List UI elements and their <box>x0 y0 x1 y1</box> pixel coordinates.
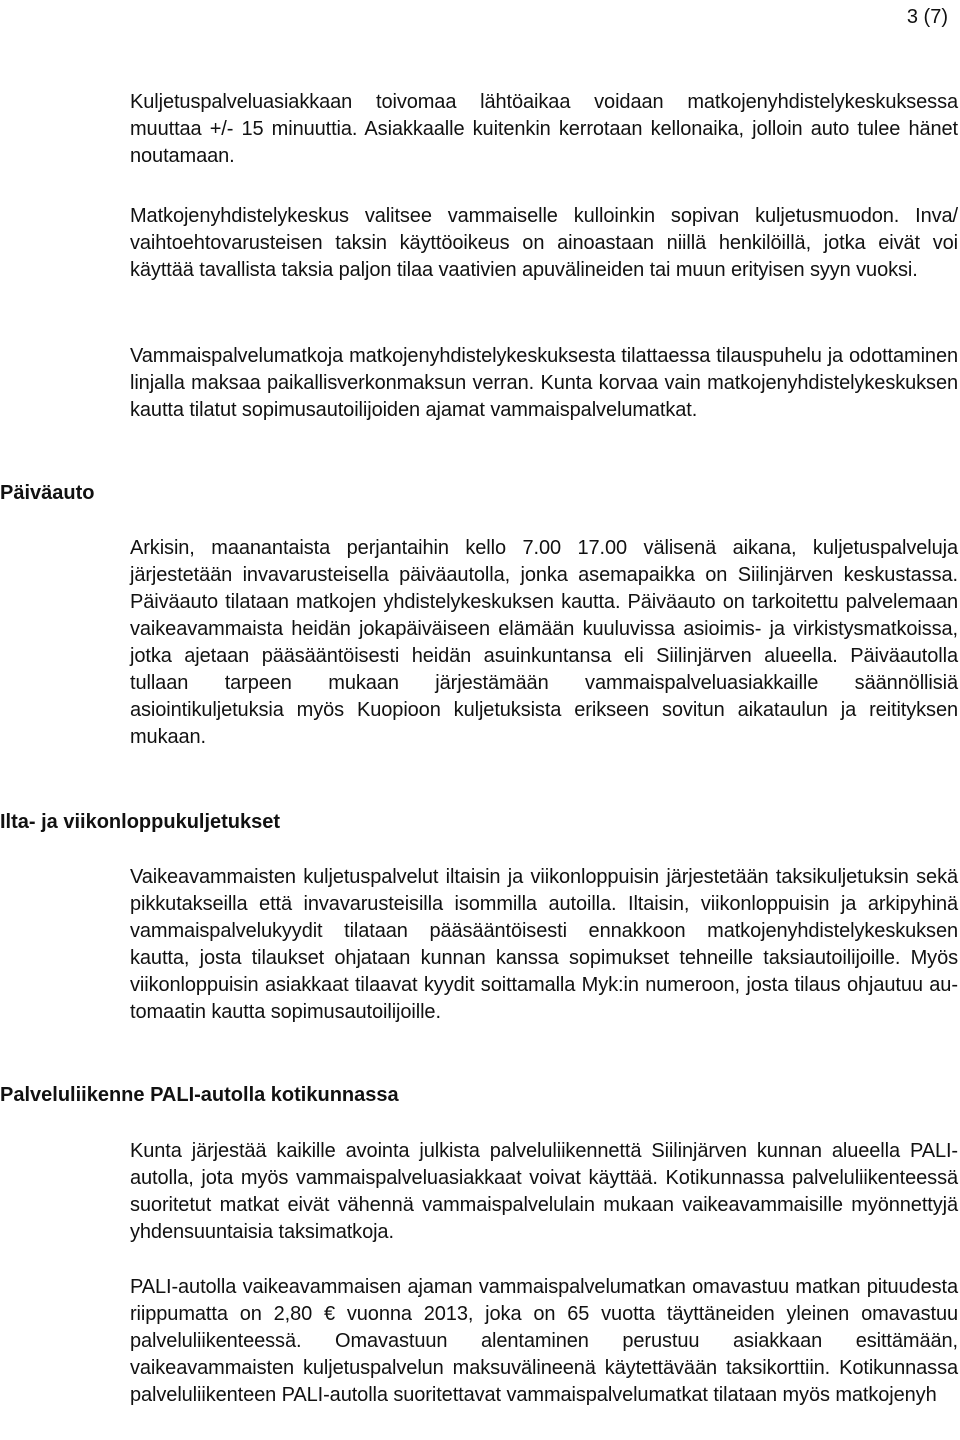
body-paragraph: PALI-autolla vaikeavammaisen ajaman vammaispalvelumatkan omavastuu matkan pituudesta riippumatta on 2,80 € vuonna 2013, joka on 65 vuotta täyttäneiden yleinen omavastuu palveluliikenteessä. Omavastuun alentaminen perustuu asiakkaan esittämään, vaikeavammaisten kuljetuspalvelun maksuvälineenä käytettävään taksikorttiin. Kotikunnassa palveluliikenteen PALI-autolla suoritettavat vammaispalvelumatkat tilataan myös matkojenyh <box>130 1276 958 1406</box>
intro-paragraph-1 <box>130 89 958 170</box>
page-number: 3 (7) <box>906 6 948 28</box>
section-pali-body-1 <box>130 1138 958 1246</box>
body-paragraph: Kuljetuspalveluasiakkaan toivomaa lähtöaikaa voidaan matkojenyhdistelykeskuksessa muuttaa +/- 15 minuuttia. Asiakkaalle kuitenkin kerrotaan kellonaika, jolloin auto tulee hänet noutamaan. <box>130 91 958 167</box>
intro-paragraph-3 <box>130 343 958 424</box>
section-pali-body-2 <box>130 1274 958 1409</box>
body-paragraph: Arkisin, maanantaista perjantaihin kello 7.00 17.00 välisenä aikana, kuljetuspalveluja järjestetään invavarusteisella päiväautolla, jonka asemapaikka on Siilinjärven keskustassa. Päiväauto tilataan matkojen yhdistelykeskuksen kautta. Päiväauto on tarkoitettu palvelemaan vaikeavammaista heidän jokapäiväiseen elämään kuuluvissa asioimis- ja virkistysmatkoissa, jotka ajetaan pääsääntöisesti heidän asuinkuntansa eli Siilinjärven alueella. Päiväautolla tullaan tarpeen mukaan järjestämään vammaispalveluasiakkaille säännöllisiä asiointikuljetuksia myös Kuopioon kuljetuksista erikseen sovitun aikataulun ja reitityksen mukaan. <box>130 537 958 748</box>
section-heading-palveluliikenne: Palveluliikenne PALI-autolla kotikunnassa <box>0 1084 399 1106</box>
body-paragraph: Kunta järjestää kaikille avointa julkista palveluliikennettä Siilinjärven kunnan alueella PALI-autolla, jota myös vammaispalveluasiakkaat voivat käyttää. Kotikunnassa palveluliikenteessä suoritetut matkat eivät vähennä vammaispalvelulain mukaan vaikeavammaisille myönnettyjä yhdensuuntaisia taksimatkoja. <box>130 1140 958 1243</box>
body-paragraph: Matkojenyhdistelykeskus valitsee vammaiselle kulloinkin sopivan kuljetusmuodon. Inva/ vaihtoehtovarusteisen taksin käyttöoikeus on ainoastaan niillä henkilöillä, jotka eivät voi käyttää tavallista taksia paljon tilaa vaativien apuvälineiden tai muun erityisen syyn vuoksi. <box>130 205 958 281</box>
section-paivaauto-body <box>130 535 958 751</box>
body-paragraph: Vammaispalvelumatkoja matkojenyhdistelykeskuksesta tilattaessa tilauspuhelu ja odottaminen linjalla maksaa paikallisverkonmaksun verran. Kunta korvaa vain matkojenyhdistelykeskuksen kautta tilatut sopimusautoilijoiden ajamat vammaispalvelumatkat. <box>130 345 958 421</box>
section-heading-paivaauto: Päiväauto <box>0 482 95 504</box>
body-paragraph: Vaikeavammaisten kuljetuspalvelut iltaisin ja viikonloppuisin järjestetään taksikuljetuksin sekä pikkutakseilla että invavarusteisilla isommilla autoilla. Iltaisin, viikonloppuisin ja arkipyhinä vammaispalvelukyydit tilataan pääsääntöisesti ennakkoon matkojenyhdistelykeskuksen kautta, josta tilaukset ohjataan kunnan kanssa sopimukset tehneille taksiautoilijoille. Myös viikonloppuisin asiakkaat tilaavat kyydit soittamalla Myk:in numeroon, josta tilaus ohjautuu automaatin kautta sopimusautoilijoille. <box>130 866 958 1023</box>
intro-paragraph-2 <box>130 203 958 284</box>
section-ilta-body <box>130 864 958 1026</box>
section-heading-ilta-ja-viikonloppukuljetukset: Ilta- ja viikonloppukuljetukset <box>0 811 281 833</box>
